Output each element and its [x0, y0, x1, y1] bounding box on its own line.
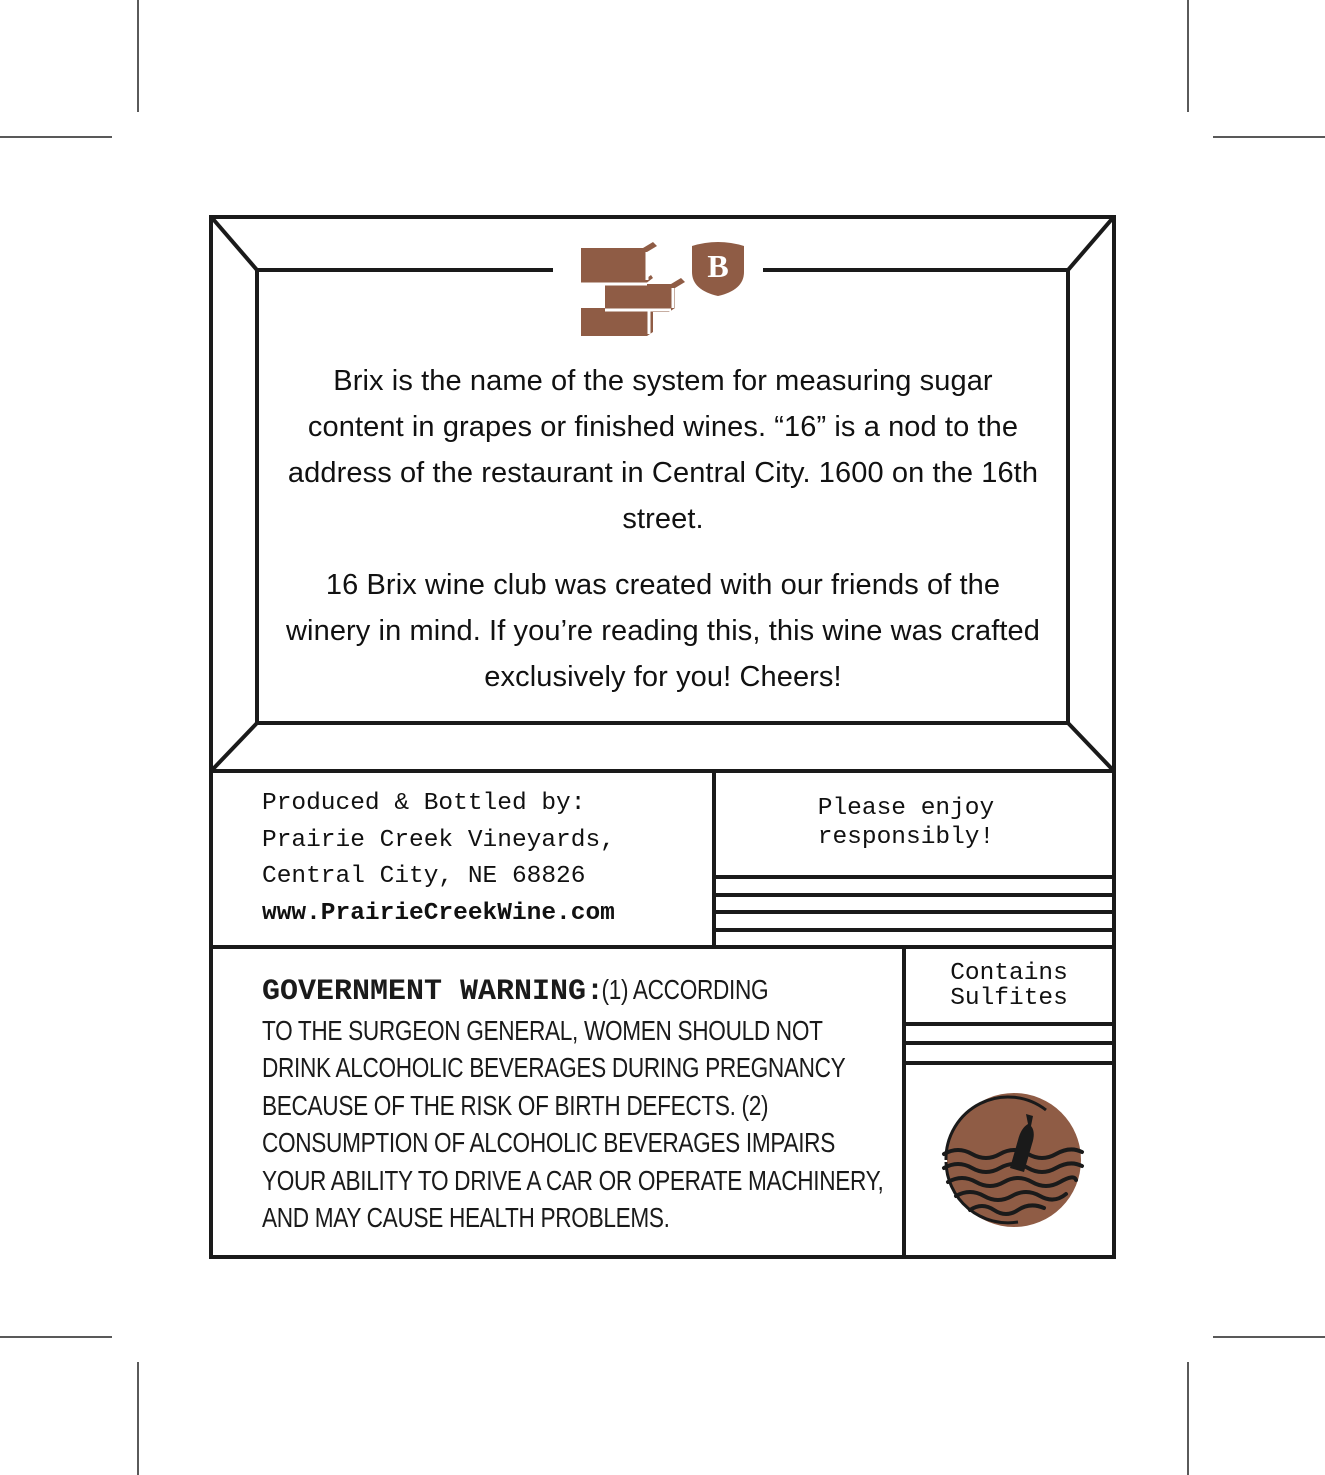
sulfites-line-1: Contains: [950, 960, 1068, 987]
warning-line-1: [262, 971, 883, 1012]
story-text: [282, 358, 1044, 700]
story-paragraph-1: Brix is the name of the system for measuring sugar content in grapes or finished wines. “16” is a nod to the address of the restaurant in Central City. 1600 on the 16th street.: [287, 365, 1039, 535]
warning-line-5: CONSUMPTION OF ALCOHOLIC BEVERAGES IMPAIRS: [262, 1127, 835, 1158]
warning-line-7: AND MAY CAUSE HEALTH PROBLEMS.: [262, 1202, 670, 1233]
enjoy-line-2: responsibly!: [817, 824, 995, 851]
bottle-in-waves-icon: [936, 1092, 1086, 1232]
producer-heading: Produced & Bottled by:: [262, 790, 586, 817]
government-warning: [262, 971, 1020, 1237]
story-paragraph-2: 16 Brix wine club was created with our friends of the winery in mind. If you’re reading this, this wine was crafted exclusively for you! Cheers!: [286, 569, 1040, 693]
producer-url[interactable]: www.PrairieCreekWine.com: [262, 899, 615, 927]
warning-line-2: TO THE SURGEON GENERAL, WOMEN SHOULD NOT: [262, 1014, 823, 1046]
producer-info: [262, 786, 615, 932]
warning-line-4: BECAUSE OF THE RISK OF BIRTH DEFECTS. (2): [262, 1089, 769, 1121]
warning-lead: GOVERNMENT WARNING:: [262, 975, 605, 1009]
badge-letter: B: [707, 248, 729, 284]
warning-line-6: YOUR ABILITY TO DRIVE A CAR OR OPERATE MACHINERY,: [262, 1164, 884, 1196]
producer-address: Central City, NE 68826: [262, 863, 586, 890]
enjoy-responsibly: [716, 794, 1096, 852]
producer-name: Prairie Creek Vineyards,: [262, 826, 615, 854]
sulfites-line-2: Sulfites: [950, 985, 1068, 1012]
enjoy-line-1: Please enjoy: [817, 795, 995, 822]
brick-stack-icon: [575, 240, 695, 340]
warning-text: (1) ACCORDING: [601, 974, 769, 1005]
warning-line-3: DRINK ALCOHOLIC BEVERAGES DURING PREGNANCY: [262, 1052, 846, 1083]
